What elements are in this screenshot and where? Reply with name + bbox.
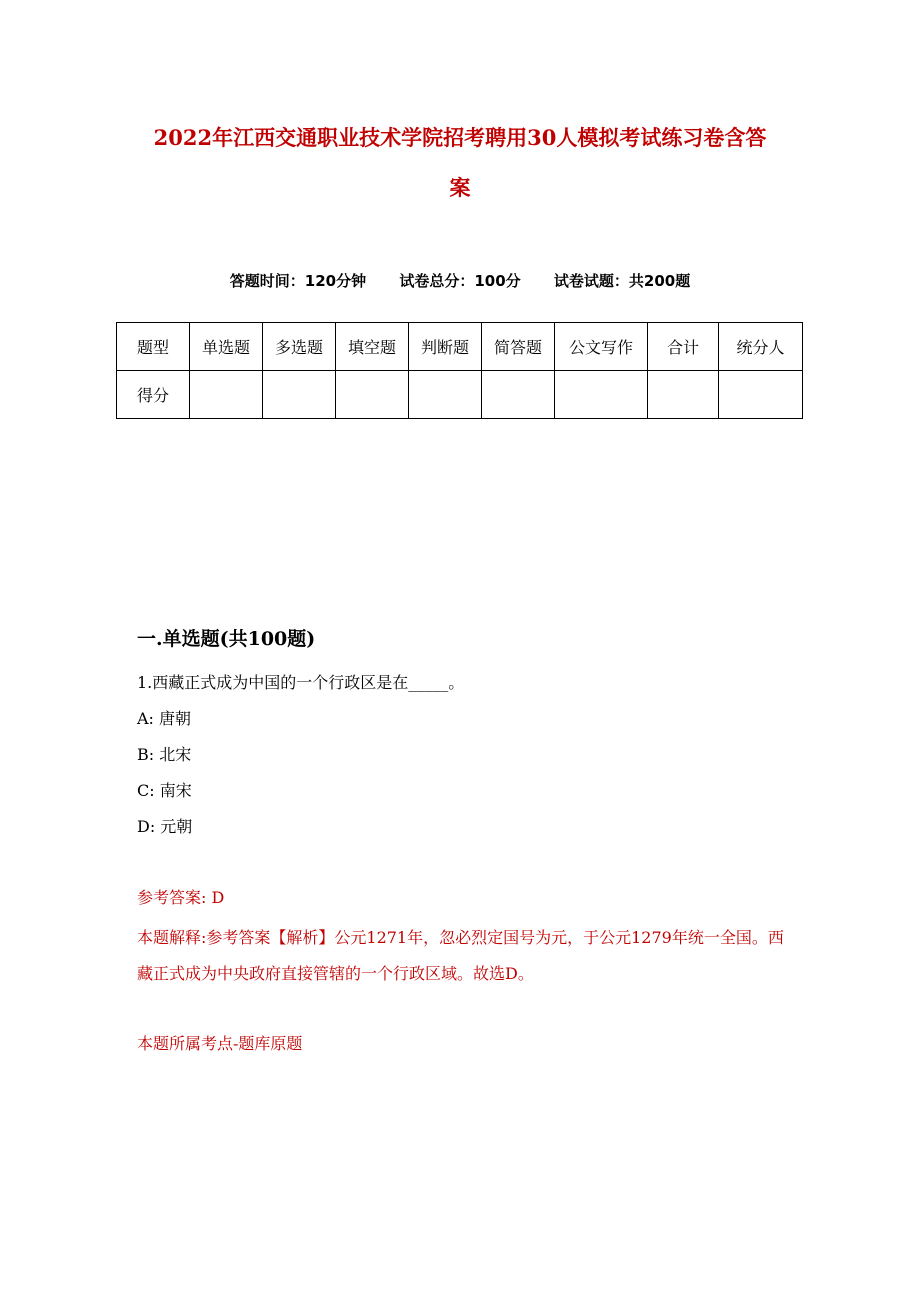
exam-total-score: 试卷总分：100分 (399, 272, 521, 290)
header-cell-official-writing: 公文写作 (555, 323, 648, 371)
header-cell-fill-blank: 填空题 (336, 323, 409, 371)
score-cell (263, 371, 336, 419)
option-d: D: 元朝 (137, 817, 193, 836)
score-cell (719, 371, 803, 419)
answer-analysis: 本题解释:参考答案【解析】公元1271年，忽必烈定国号为元，于公元1279年统一全国。西藏正式成为中央政府直接管辖的一个行政区域。故选D。 (137, 928, 784, 983)
header-cell-total: 合计 (648, 323, 719, 371)
option-c: C: 南宋 (137, 781, 192, 800)
exam-question-count: 试卷试题：共200题 (553, 272, 691, 290)
score-cell (555, 371, 648, 419)
question-source: 本题所属考点-题库原题 (137, 1034, 303, 1053)
score-cell (336, 371, 409, 419)
section-title: 一.单选题(共100题) (137, 628, 316, 650)
score-cell (190, 371, 263, 419)
score-cell (648, 371, 719, 419)
score-table (116, 322, 803, 419)
score-cell (482, 371, 555, 419)
score-table-score-row (117, 371, 803, 419)
header-cell-short-answer: 简答题 (482, 323, 555, 371)
score-table-header-row (117, 323, 803, 371)
document-title-continued: 案 (449, 175, 471, 200)
exam-meta (0, 270, 920, 291)
question-stem: 1.西藏正式成为中国的一个行政区是在_____。 (137, 673, 465, 692)
reference-answer: 参考答案: D (137, 888, 225, 907)
document-title: 2022年江西交通职业技术学院招考聘用30人模拟考试练习卷含答 (153, 125, 767, 150)
score-cell (409, 371, 482, 419)
score-row-label: 得分 (117, 371, 190, 419)
header-cell-single-choice: 单选题 (190, 323, 263, 371)
header-cell-type: 题型 (117, 323, 190, 371)
header-cell-multiple-choice: 多选题 (263, 323, 336, 371)
exam-time: 答题时间：120分钟 (229, 272, 367, 290)
header-cell-scorer: 统分人 (719, 323, 803, 371)
option-b: B: 北宋 (137, 745, 192, 764)
header-cell-true-false: 判断题 (409, 323, 482, 371)
option-a: A: 唐朝 (137, 709, 192, 728)
